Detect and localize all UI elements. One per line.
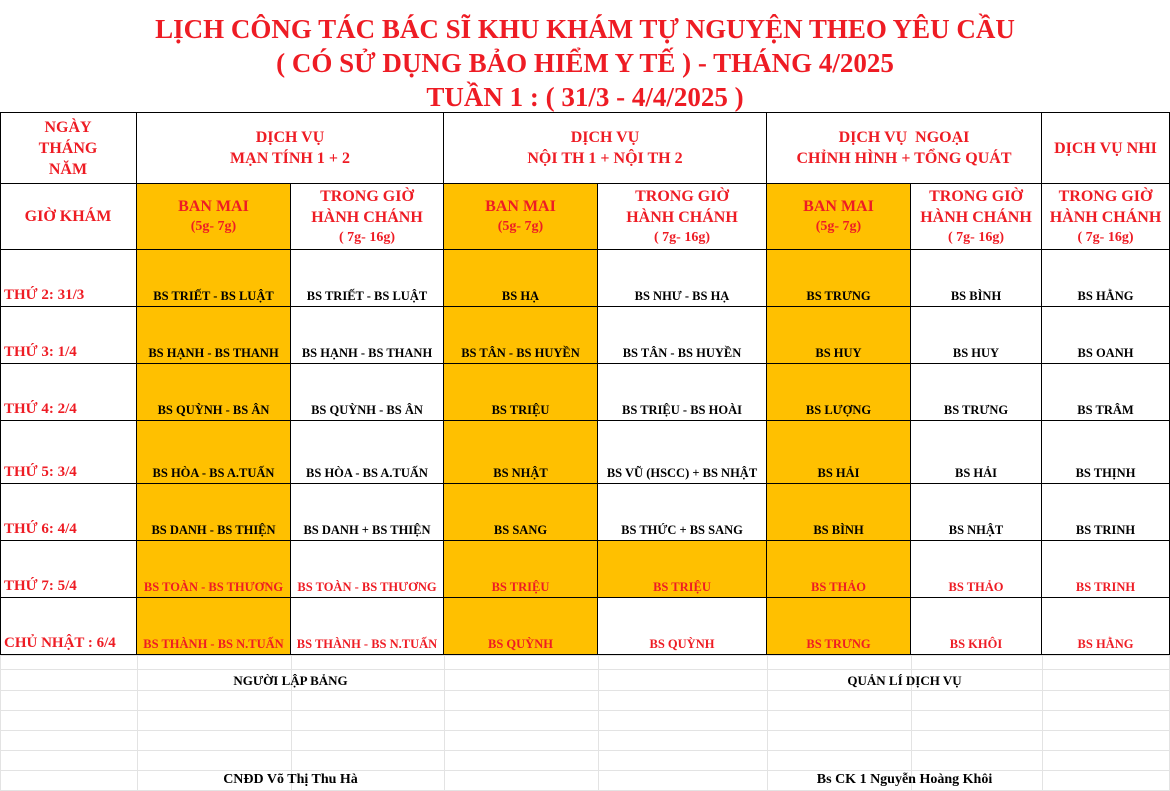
shift-header-office: TRONG GIỜ HÀNH CHÁNH ( 7g- 16g) — [1042, 184, 1170, 250]
schedule-cell: BS HÒA - BS A.TUẤN — [291, 421, 444, 484]
schedule-cell: BS NHƯ - BS HẠ — [598, 250, 767, 307]
service-header-surgery: DỊCH VỤ NGOẠI CHỈNH HÌNH + TỔNG QUÁT — [767, 113, 1042, 184]
maker-label: NGƯỜI LẬP BẢNG — [233, 673, 348, 688]
schedule-cell: BS HÒA - BS A.TUẤN — [137, 421, 291, 484]
schedule-cell: BS TRƯNG — [911, 364, 1042, 421]
title-line-2: ( CÓ SỬ DỤNG BẢO HIỂM Y TẾ ) - THÁNG 4/2025 — [276, 48, 894, 78]
service-header-chronic: DỊCH VỤ MẠN TÍNH 1 + 2 — [137, 113, 444, 184]
day-label: CHỦ NHẬT : 6/4 — [0, 598, 137, 655]
date-header: NGÀY THÁNG NĂM — [0, 113, 137, 184]
schedule-cell: BS HẠ — [444, 250, 598, 307]
schedule-cell: BS TÂN - BS HUYỀN — [598, 307, 767, 364]
schedule-cell: BS HẢI — [911, 421, 1042, 484]
day-label: THỨ 2: 31/3 — [0, 250, 137, 307]
schedule-cell: BS OANH — [1042, 307, 1170, 364]
schedule-cell: BS TRINH — [1042, 484, 1170, 541]
day-label: THỨ 6: 4/4 — [0, 484, 137, 541]
schedule-cell: BS QUỲNH — [598, 598, 767, 655]
shift-header-early: BAN MAI (5g- 7g) — [444, 184, 598, 250]
schedule-cell: BS THẢO — [767, 541, 911, 598]
schedule-cell: BS TRIẾT - BS LUẬT — [137, 250, 291, 307]
schedule-cell: BS HẰNG — [1042, 250, 1170, 307]
schedule-cell: BS TRƯNG — [767, 598, 911, 655]
schedule-cell: BS TOÀN - BS THƯƠNG — [137, 541, 291, 598]
schedule-cell: BS HẠNH - BS THANH — [137, 307, 291, 364]
schedule-cell: BS HẠNH - BS THANH — [291, 307, 444, 364]
schedule-cell: BS THỊNH — [1042, 421, 1170, 484]
schedule-cell: BS TRÂM — [1042, 364, 1170, 421]
schedule-cell: BS HUY — [767, 307, 911, 364]
shift-header-early: BAN MAI (5g- 7g) — [137, 184, 291, 250]
schedule-cell: BS TRIỆU — [598, 541, 767, 598]
schedule-cell: BS TOÀN - BS THƯƠNG — [291, 541, 444, 598]
schedule-cell: BS BÌNH — [767, 484, 911, 541]
manager-label: QUẢN LÍ DỊCH VỤ — [847, 673, 962, 688]
shift-header-office: TRONG GIỜ HÀNH CHÁNH ( 7g- 16g) — [911, 184, 1042, 250]
schedule-cell: BS TRIỆU — [444, 541, 598, 598]
day-label: THỨ 4: 2/4 — [0, 364, 137, 421]
schedule-cell: BS TRINH — [1042, 541, 1170, 598]
schedule-cell: BS TRIỆU - BS HOÀI — [598, 364, 767, 421]
schedule-cell: BS THÀNH - BS N.TUẤN — [137, 598, 291, 655]
shift-header-early: BAN MAI (5g- 7g) — [767, 184, 911, 250]
schedule-cell: BS QUỲNH - BS ÂN — [291, 364, 444, 421]
schedule-cell: BS QUỲNH - BS ÂN — [137, 364, 291, 421]
day-label: THỨ 7: 5/4 — [0, 541, 137, 598]
schedule-cell: BS HẢI — [767, 421, 911, 484]
schedule-cell: BS NHẬT — [911, 484, 1042, 541]
schedule-cell: BS DANH - BS THIỆN — [137, 484, 291, 541]
maker-name: CNĐD Võ Thị Thu Hà — [223, 772, 358, 787]
shift-header-office: TRONG GIỜ HÀNH CHÁNH ( 7g- 16g) — [291, 184, 444, 250]
time-header: GIỜ KHÁM — [0, 184, 137, 250]
title-line-3: TUẦN 1 : ( 31/3 - 4/4/2025 ) — [426, 82, 744, 112]
schedule-cell: BS QUỲNH — [444, 598, 598, 655]
schedule-cell: BS HUY — [911, 307, 1042, 364]
schedule-cell: BS THÀNH - BS N.TUẤN — [291, 598, 444, 655]
title-line-1: LỊCH CÔNG TÁC BÁC SĨ KHU KHÁM TỰ NGUYỆN THEO YÊU CẦU — [155, 14, 1015, 44]
service-header-pediatrics: DỊCH VỤ NHI — [1042, 113, 1170, 184]
schedule-cell: BS TRIẾT - BS LUẬT — [291, 250, 444, 307]
schedule-cell: BS KHÔI — [911, 598, 1042, 655]
day-label: THỨ 5: 3/4 — [0, 421, 137, 484]
schedule-cell: BS THỨC + BS SANG — [598, 484, 767, 541]
schedule-cell: BS HẰNG — [1042, 598, 1170, 655]
schedule-cell: BS DANH + BS THIỆN — [291, 484, 444, 541]
schedule-cell: BS SANG — [444, 484, 598, 541]
service-header-internal: DỊCH VỤ NỘI TH 1 + NỘI TH 2 — [444, 113, 767, 184]
schedule-cell: BS BÌNH — [911, 250, 1042, 307]
schedule-cell: BS LƯỢNG — [767, 364, 911, 421]
shift-header-office: TRONG GIỜ HÀNH CHÁNH ( 7g- 16g) — [598, 184, 767, 250]
schedule-cell: BS NHẬT — [444, 421, 598, 484]
manager-name: Bs CK 1 Nguyễn Hoàng Khôi — [816, 772, 993, 787]
schedule-cell: BS TRƯNG — [767, 250, 911, 307]
schedule-cell: BS VŨ (HSCC) + BS NHẬT — [598, 421, 767, 484]
schedule-cell: BS THẢO — [911, 541, 1042, 598]
day-label: THỨ 3: 1/4 — [0, 307, 137, 364]
schedule-cell: BS TRIỆU — [444, 364, 598, 421]
schedule-cell: BS TÂN - BS HUYỀN — [444, 307, 598, 364]
